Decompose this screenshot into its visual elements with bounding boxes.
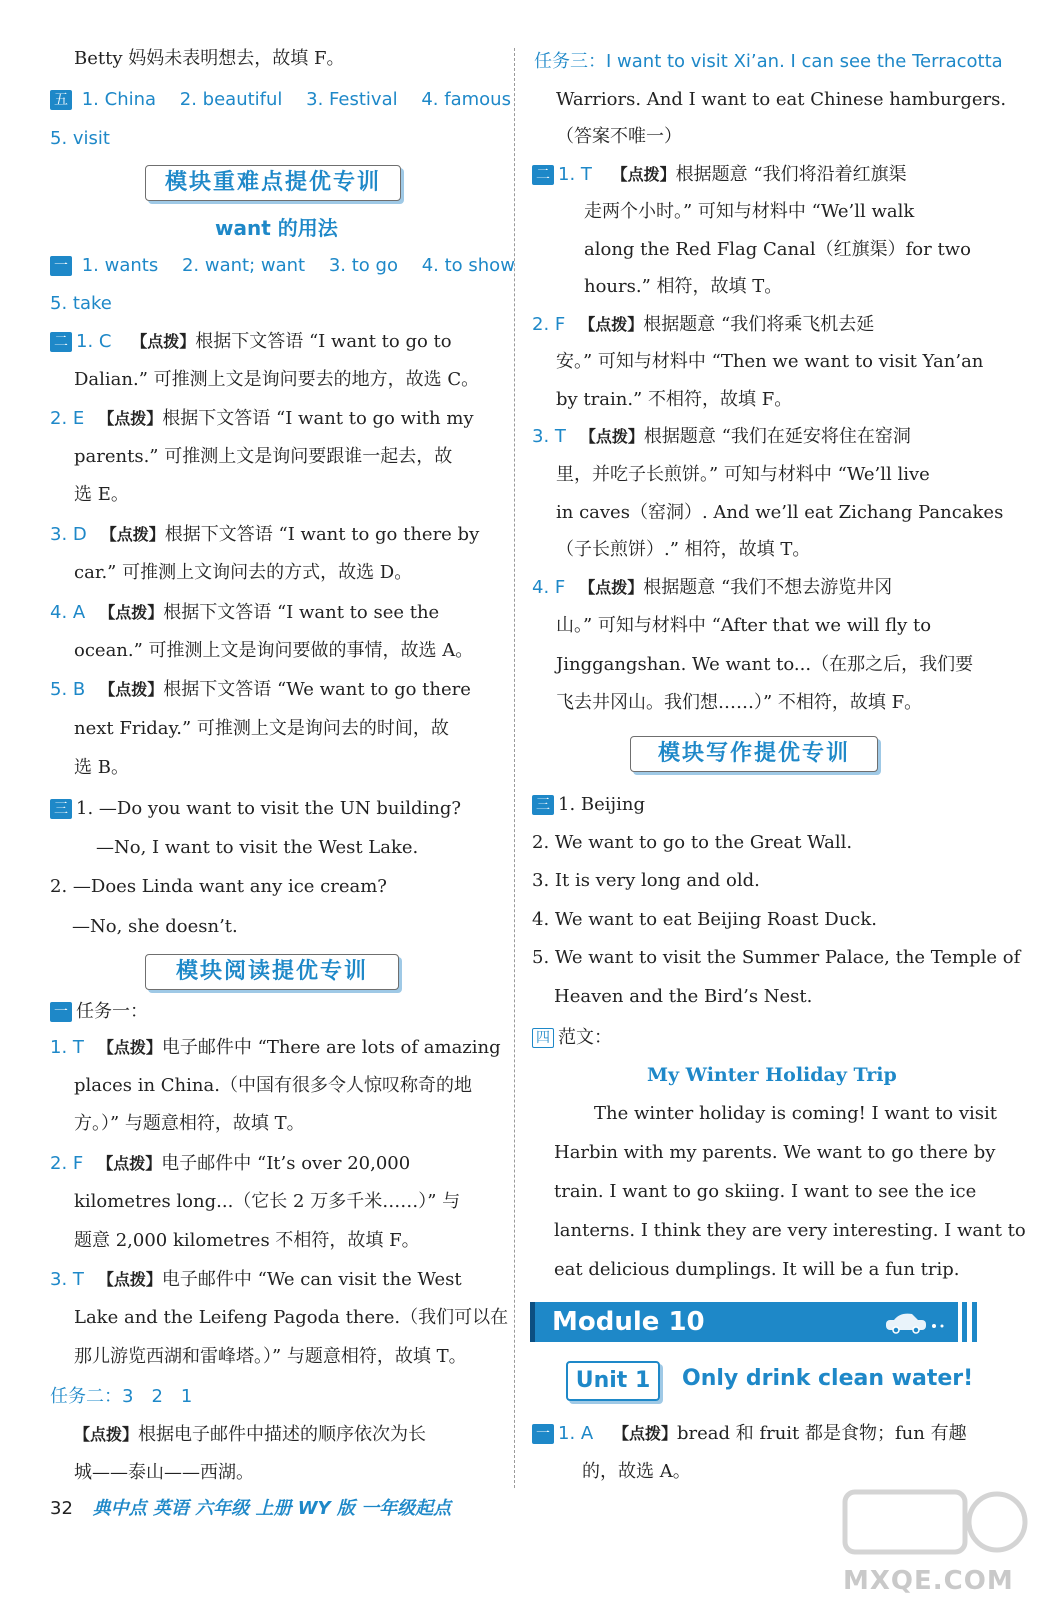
module-title: Module 10 (552, 1307, 705, 1337)
answer-item: 1. China (81, 89, 157, 110)
dialogue-line: —No, I want to visit the West Lake. (96, 837, 419, 858)
module-heading: 模块重难点提优专训 (145, 165, 401, 201)
answer-item: 5. visit (50, 128, 110, 149)
answer-line: 4. A 【点拨】根据下文答语 “I want to see the (50, 602, 440, 623)
essay-line: train. I want to go skiing. I want to see the ice (554, 1181, 977, 1202)
answer-line: 3. D 【点拨】根据下文答语 “I want to go there by (50, 524, 480, 545)
explanation-line: in caves（窑洞）. And we’ll eat Zichang Pancakes (556, 502, 1004, 523)
section-badge: 四 (532, 1028, 554, 1048)
section-badge: 三 (532, 795, 554, 815)
answer-line: 3. T 【点拨】电子邮件中 “We can visit the West (50, 1269, 462, 1290)
book-brand: 典中点 英语 六年级 上册 WY 版 一年级起点 (92, 1498, 452, 1519)
answer-item: 4. to show (421, 255, 515, 276)
explanation-line: car.” 可推测上文询问去的方式，故选 D。 (74, 562, 413, 583)
module-heading: 模块写作提优专训 (630, 736, 878, 772)
answer-line: 二 1. C 【点拨】根据下文答语 “I want to go to (50, 331, 452, 353)
explanation-line: 的，故选 A。 (582, 1461, 691, 1482)
carryover-line: Betty 妈妈未表明想去，故填 F。 (74, 48, 345, 69)
explanation-line: （子长煎饼）.” 相符，故填 T。 (556, 539, 811, 560)
explanation-line: 城——泰山——西湖。 (74, 1462, 254, 1483)
explanation-line: 山。” 可知与材料中 “After that we will fly to (556, 615, 932, 636)
essay-line: The winter holiday is coming! I want to visit (594, 1103, 998, 1124)
explanation-line: 【点拨】根据电子邮件中描述的顺序依次为长 (74, 1424, 427, 1445)
essay-line: eat delicious dumplings. It will be a fun trip. (554, 1259, 960, 1280)
task-line: Warriors. And I want to eat Chinese hamburgers. (556, 89, 1007, 110)
explanation-line: places in China.（中国有很多令人惊叹称奇的地 (74, 1075, 472, 1096)
module-heading: 模块阅读提优专训 (145, 954, 399, 990)
explanation-line: 安。” 可知与材料中 “Then we want to visit Yan’an (556, 351, 984, 372)
section-badge: 三 (50, 799, 72, 819)
model-essay-label: 四 范文： (532, 1027, 612, 1049)
dialogue-line: —No, she doesn’t. (72, 916, 238, 937)
section-badge: 一 (50, 256, 72, 276)
explanation-line: 方。）” 与题意相符，故填 T。 (74, 1113, 305, 1134)
explanation-line: kilometres long...（它长 2 万多千米……）” 与 (74, 1191, 461, 1212)
answer-item: 2. beautiful (179, 89, 283, 110)
unit-label: Unit 1 (566, 1361, 660, 1401)
subsection-title: want 的用法 (215, 216, 338, 240)
banner-edge (530, 1302, 535, 1342)
answer-item: 2. want; want (181, 255, 306, 276)
explanation-line: 选 E。 (74, 484, 129, 505)
answer-item: 1. wants (81, 255, 159, 276)
essay-title: My Winter Holiday Trip (647, 1064, 897, 1086)
answer-line: 2. We want to go to the Great Wall. (532, 832, 853, 853)
task-line: （答案不唯一） (556, 126, 682, 147)
page-number: 32 (50, 1498, 73, 1519)
task-line: 任务三：I want to visit Xi’an. I can see the Terracotta (534, 51, 1003, 72)
explanation-line: 走两个小时。” 可知与材料中 “We’ll walk (584, 201, 915, 222)
section-badge: 二 (532, 165, 554, 185)
answer-line: 1. T 【点拨】电子邮件中 “There are lots of amazing (50, 1037, 501, 1058)
answer-item: 3. to go (328, 255, 398, 276)
essay-line: lanterns. I think they are very interesting. I want to (554, 1220, 1026, 1241)
answer-line: Heaven and the Bird’s Nest. (554, 986, 813, 1007)
essay-line: Harbin with my parents. We want to go there by (554, 1142, 996, 1163)
answer-line: 二 1. T 【点拨】根据题意 “我们将沿着红旗渠 (532, 164, 907, 186)
answer-line: 2. F 【点拨】电子邮件中 “It’s over 20,000 (50, 1153, 411, 1174)
unit-title: Only drink clean water! (682, 1366, 974, 1391)
answer-item: 5. take (50, 293, 112, 314)
section-1-answers (50, 255, 515, 277)
section-badge: 五 (50, 90, 72, 110)
answer-item: 4. famous (421, 89, 511, 110)
module-banner (530, 1302, 980, 1342)
answer-line: 2. E 【点拨】根据下文答语 “I want to go with my (50, 408, 474, 429)
explanation-line: along the Red Flag Canal（红旗渠）for two (584, 239, 971, 260)
section-badge: 一 (50, 1002, 72, 1022)
page-footer (50, 1494, 451, 1520)
explanation-line: 选 B。 (74, 757, 129, 778)
explanation-line: Dalian.” 可推测上文是询问要去的地方，故选 C。 (74, 369, 480, 390)
answer-line: 一 1. A 【点拨】bread 和 fruit 都是食物；fun 有趣 (532, 1423, 967, 1445)
explanation-line: next Friday.” 可推测上文是询问去的时间，故 (74, 718, 449, 739)
section-badge: 二 (50, 332, 72, 352)
answer-line: 三 1. Beijing (532, 794, 645, 816)
explanation-line: 飞去井冈山。我们想……）” 不相符，故填 F。 (556, 692, 923, 713)
answer-item: 3. Festival (306, 89, 398, 110)
explanation-line: ocean.” 可推测上文是询问要做的事情，故选 A。 (74, 640, 474, 661)
watermark-logo-icon (835, 1478, 1035, 1568)
banner-stripes (958, 1302, 982, 1342)
task-label: 任务二：3 2 1 (50, 1386, 193, 1407)
explanation-line: Jinggangshan. We want to...（在那之后，我们要 (556, 654, 974, 675)
watermark (835, 1478, 1035, 1600)
watermark-text: MXQE.COM (843, 1566, 1014, 1596)
dialogue-line: 2. —Does Linda want any ice cream? (50, 876, 387, 897)
explanation-line: Lake and the Leifeng Pagoda there.（我们可以在 (74, 1307, 509, 1328)
answer-line: 4. F 【点拨】根据题意 “我们不想去游览井冈 (532, 577, 893, 598)
explanation-line: 题意 2,000 kilometres 不相符，故填 F。 (74, 1230, 420, 1251)
answer-line: 3. It is very long and old. (532, 870, 760, 891)
answer-line: 5. We want to visit the Summer Palace, the Temple of (532, 947, 1021, 968)
dialogue-line: 三 1. —Do you want to visit the UN building? (50, 798, 461, 820)
answer-line: 4. We want to eat Beijing Roast Duck. (532, 909, 877, 930)
task-label: 一 任务一： (50, 1001, 148, 1023)
section-badge: 一 (532, 1424, 554, 1444)
explanation-line: parents.” 可推测上文是询问要跟谁一起去，故 (74, 446, 453, 467)
answer-line: 5. B 【点拨】根据下文答语 “We want to go there (50, 679, 471, 700)
explanation-line: by train.” 不相符，故填 F。 (556, 389, 793, 410)
explanation-line: 里，并吃子长煎饼。” 可知与材料中 “We’ll live (556, 464, 930, 485)
explanation-line: hours.” 相符，故填 T。 (584, 276, 783, 297)
car-icon (882, 1312, 952, 1334)
explanation-line: 那儿游览西湖和雷峰塔。）” 与题意相符，故填 T。 (74, 1346, 467, 1367)
section-5-answers (50, 89, 511, 111)
answer-line: 3. T 【点拨】根据题意 “我们在延安将住在窑洞 (532, 426, 911, 447)
answer-line: 2. F 【点拨】根据题意 “我们将乘飞机去延 (532, 314, 875, 335)
